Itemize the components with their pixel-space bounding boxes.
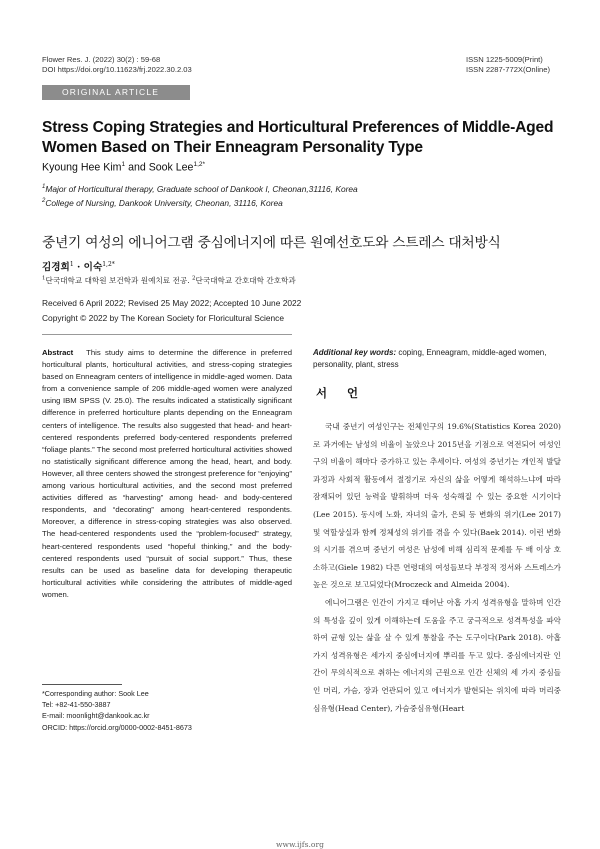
abstract-text: This study aims to determine the difference in preferred horticultural plants, horticultural activities, and stress-coping strategies based on Enneagram centers of intelligence in middle-aged women. Data from a convenience sample of 206 middle-aged women were analyzed using IBM SPSS (V. 25.0). The results indicated a statistically significant difference in preferred horticulture plants depending on the Enneagram centers of intelligence. The results also suggested that head- and heart-centered respondents preferred body-centered respondents preferred “foliage plants.” The second most preferred horticultural activities showed no statistically significant difference among the head, heart, and body. However, all three centers showed the strongest preference for “enjoying” among various horticultural activities, and the second most preferred activities differed as “harvesting” among head- and body-centered respondents, and “decorating” among heart-centered respondents. Moreover, a difference in stress-coping strategies was also observed. The head-centered respondents used the “problem-focused” strategy, heart-centered respondents used “hopeful thinking,” and the body-centered respondents used “pursuit of social support.” Thus, these results can be used as baseline data for developing therapeutic horticultural activities while considering the attributes of middle-aged women.: [42, 348, 292, 599]
author-and: and: [125, 161, 149, 174]
corresponding-name: *Corresponding author: Sook Lee: [42, 689, 149, 698]
korean-affiliations: $^1$단국대학교 대학원 보건학과 원예치료 전공. $^2$단국대학교 간호대학 간호학과: [42, 275, 296, 285]
author-2: Sook Lee: [148, 161, 194, 174]
author-1: Kyoung Hee Kim: [42, 161, 122, 174]
journal-url[interactable]: www.ijfs.org: [276, 840, 324, 849]
author-line: [42, 161, 205, 174]
footnote-rule: [42, 684, 122, 685]
paragraph-2: 에니어그램은 인간이 가지고 태어난 아홉 가지 성격유형을 말하며 인간의 특성을 깊이 있게 이해하는데 도움을 주고 궁극적으로 성격특성을 파악하여 균형 있는 삶을 살 수 있게 통찰을 주는 도구이다(Park 2018). 아홉 가지 성격유형은 세가지 중심에너지에 뿌리를 두고 있다. 중심에너지란 인간이 무의식적으로 취하는 에너지의 근원으로 인간 신체의 세 가지 중심들인 머리, 가슴, 장과 연관되어 있고 에너지가 발현되는 위치에 따라 머리중심유형(Head Center), 가슴중심유형(Heart: [313, 597, 561, 713]
abstract-label: Abstract: [42, 348, 74, 357]
keywords: [313, 347, 561, 371]
issn-block: [466, 55, 550, 75]
body-text: [313, 418, 561, 717]
korean-title: 중년기 여성의 에니어그램 중심에너지에 따른 원예선호도와 스트레스 대처방식: [42, 235, 501, 251]
article-title: Stress Coping Strategies and Horticultural Preferences of Middle-Aged Women Based on Their Enneagram Personality Type: [42, 119, 554, 156]
corresponding-author: [42, 688, 192, 733]
copyright-line: Copyright © 2022 by The Korean Society for Floricultural Science: [42, 313, 285, 323]
affiliation-1: $^1$Major of Horticultural therapy, Graduate school of Dankook I, Cheonan,31116, Korea: [42, 183, 358, 194]
article-type-badge: ORIGINAL ARTICLE: [42, 85, 190, 100]
corresponding-tel: Tel: +82-41-550-3887: [42, 700, 111, 710]
issn-print: ISSN 1225-5009(Print): [466, 55, 543, 64]
journal-line: Flower Res. J. (2022) 30(2) : 59-68: [42, 55, 161, 64]
abstract: [42, 347, 292, 601]
abstract-top-rule: [42, 334, 292, 335]
affiliation-2: $^2$College of Nursing, Dankook University, Cheonan, 31116, Korea: [42, 197, 283, 208]
doi-line: DOI https://doi.org/10.11623/frj.2022.30.2.03: [42, 65, 192, 74]
author-2-sup: 1,2*: [193, 161, 206, 168]
keywords-text: coping, Enneagram, middle-aged women, personality, plant, stress: [313, 348, 547, 369]
journal-citation: [42, 55, 192, 75]
corresponding-orcid[interactable]: ORCID: https://orcid.org/0000-0002-8451-8673: [42, 722, 192, 732]
section-title: 서 언: [316, 386, 366, 400]
keywords-label: Additional key words:: [313, 348, 397, 357]
author-1-sup: 1: [121, 161, 126, 168]
corresponding-email[interactable]: E-mail: moonlight@dankook.ac.kr: [42, 711, 150, 721]
paragraph-1: 국내 중년기 여성인구는 전체인구의 19.6%(Statistics Korea 2020)로 과거에는 남성의 비율이 높았으나 2015년을 기점으로 역전되어 여성인구의 비율이 해마다 증가하고 있는 추세이다. 여성의 중년기는 개인적 발달과정과 사회적 활동에서 절정기로 자신의 삶을 어떻게 해석하느냐에 따라 잠재되어 있던 능력을 발휘하며 더욱 성숙해질 수 있는 중요한 시기이다(Lee 2015). 동시에 노화, 자녀의 출가, 은퇴 등 변화의 위기(Lee 2017)및 역할상실과 함께 정체성의 위기를 겪을 수 있다(Baek 2014). 이런 변화의 시기를 겪으며 중년기 여성은 남성에 비해 심리적 문제를 두 배 이상 호소하고(Giele 1982) 다른 연령대의 여성들보다 부정적 정서와 스트레스가 높은 것으로 보고되었다(Mroczeck and Almeida 2004).: [313, 422, 561, 590]
received-dates: Received 6 April 2022; Revised 25 May 2022; Accepted 10 June 2022: [42, 298, 302, 308]
korean-authors: 김경희$^1$ · 이숙$^{1,2*}$: [42, 260, 115, 273]
issn-online: ISSN 2287-772X(Online): [466, 65, 550, 74]
